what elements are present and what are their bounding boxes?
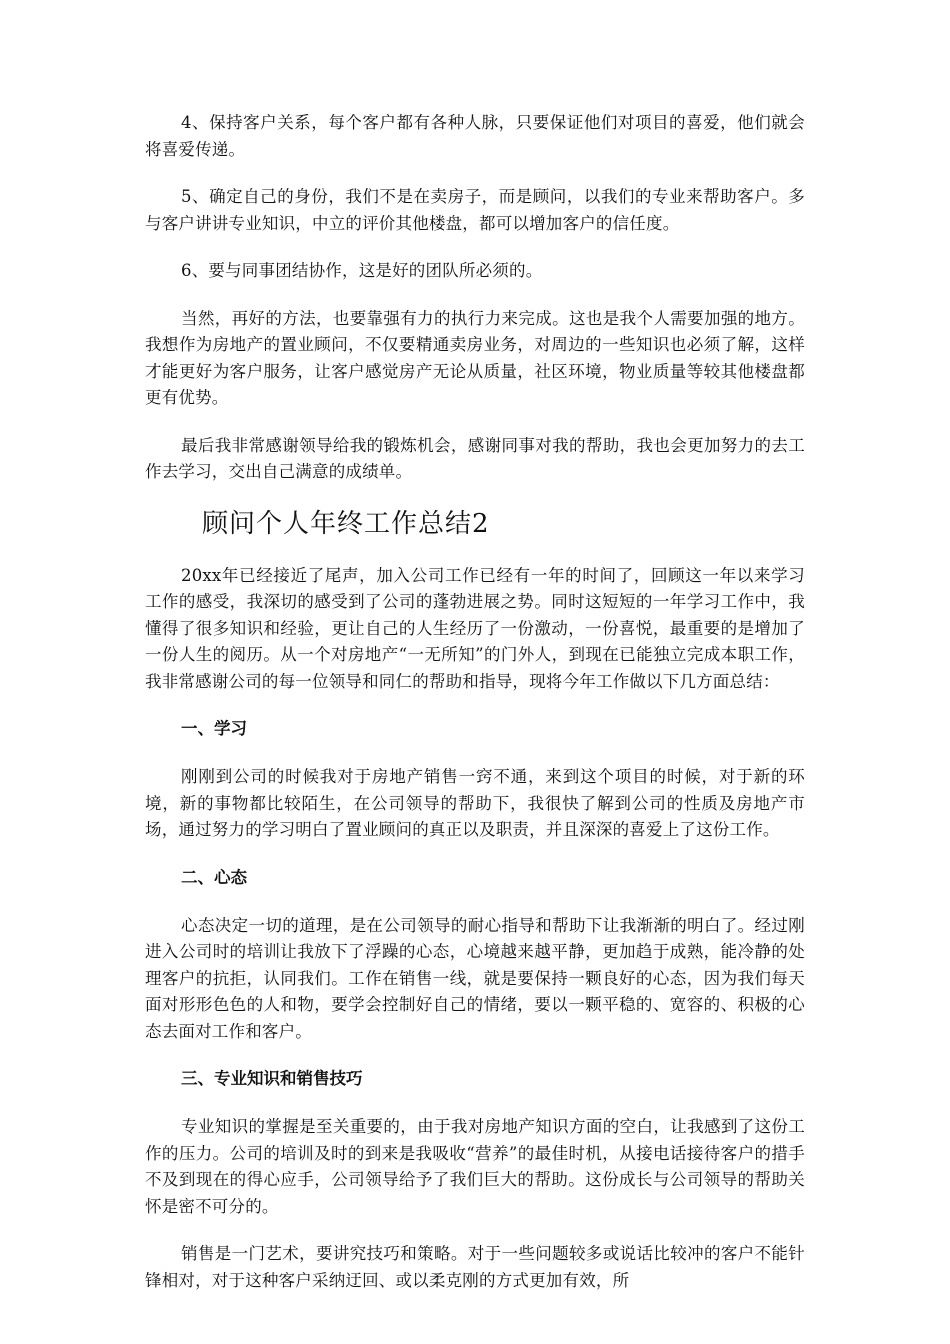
document-page [145,110,805,1315]
intro-paragraph: 20xx年已经接近了尾声，加入公司工作已经有一年的时间了，回顾这一年以来学习工作的感受，我深切的感受到了公司的蓬勃进展之势。同时这短短的一年学习工作中，我懂得了很多知识和经验，更让自己的人生经历了一份激动，一份喜悦，最重要的是增加了一份人生的阅历。从一个对房地产“一无所知”的门外人，到现在已能独立完成本职工作，我非常感谢公司的每一位领导和同仁的帮助和指导，现将今年工作做以下几方面总结： [145,565,805,691]
document-title: 顾问个人年终工作总结2 [202,508,490,539]
paragraph-execution: 当然，再好的方法，也要靠强有力的执行力来完成。这也是我个人需要加强的地方。我想作为房地产的置业顾问，不仅要精通卖房业务，对周边的一些知识也必须了解，这样才能更好为客户服务，让客户感觉房产无论从质量，社区环境，物业质量等较其他楼盘都更有优势。 [145,308,805,407]
section-heading-knowledge: 三、专业知识和销售技巧 [181,1069,363,1088]
section-body-knowledge: 专业知识的掌握是至关重要的，由于我对房地产知识方面的空白，让我感到了这份工作的压力。公司的培训及时的到来是我吸收“营养”的最佳时机，从接电话接待客户的措手不及到现在的得心应手，公司领导给予了我们巨大的帮助。这份成长与公司领导的帮助关怀是密不可分的。 [145,1117,805,1216]
paragraph-item-5: 5、确定自己的身份，我们不是在卖房子，而是顾问，以我们的专业来帮助客户。多与客户讲讲专业知识，中立的评价其他楼盘，都可以增加客户的信任度。 [145,187,805,233]
section-body-sales: 销售是一门艺术，要讲究技巧和策略。对于一些问题较多或说话比较冲的客户不能针锋相对，对于这种客户采纳迂回、或以柔克刚的方式更加有效，所 [145,1244,805,1290]
section-body-mindset: 心态决定一切的道理，是在公司领导的耐心指导和帮助下让我渐渐的明白了。经过刚进入公司时的培训让我放下了浮躁的心态，心境越来越平静，更加趋于成熟，能冷静的处理客户的抗拒，认同我们。工作在销售一线，就是要保持一颗良好的心态，因为我们每天面对形形色色的人和物，要学会控制好自己的情绪，要以一颗平稳的、宽容的、积极的心态去面对工作和客户。 [145,915,805,1041]
section-heading-study: 一、学习 [181,719,247,738]
section-heading-mindset: 二、心态 [181,867,247,887]
paragraph-item-4: 4、保持客户关系，每个客户都有各种人脉，只要保证他们对项目的喜爱，他们就会将喜爱传递。 [145,113,805,159]
paragraph-item-6: 6、要与同事团结协作，这是好的团队所必须的。 [181,261,543,280]
section-body-study: 刚刚到公司的时候我对于房地产销售一窍不通，来到这个项目的时候，对于新的环境，新的事物都比较陌生，在公司领导的帮助下，我很快了解到公司的性质及房地产市场，通过努力的学习明白了置业顾问的真正以及职责，并且深深的喜爱上了这份工作。 [145,767,805,839]
paragraph-thanks: 最后我非常感谢领导给我的锻炼机会，感谢同事对我的帮助，我也会更加努力的去工作去学习，交出自己满意的成绩单。 [145,435,805,481]
